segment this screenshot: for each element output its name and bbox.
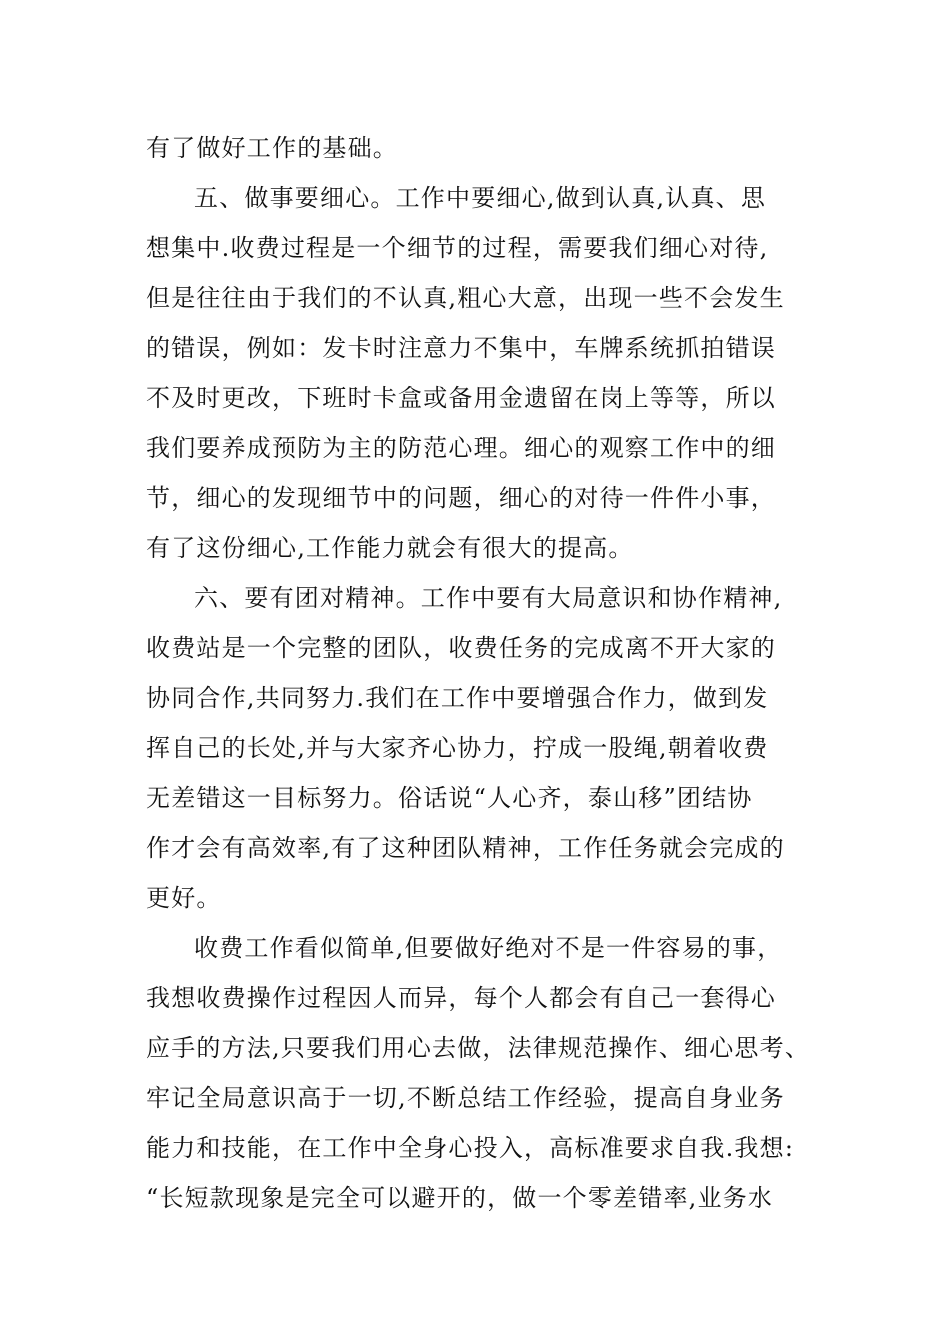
text-line-9: 有了这份细心,工作能力就会有很大的提高。 [146, 534, 634, 562]
text-line-2: 五、做事要细心。工作中要细心,做到认真,认真、思 [194, 184, 767, 212]
text-line-1: 有了做好工作的基础。 [146, 134, 398, 162]
text-line-4: 但是往往由于我们的不认真,粗心大意，出现一些不会发生 [146, 284, 785, 312]
text-line-10: 六、要有团对精神。工作中要有大局意识和协作精神, [194, 584, 783, 612]
text-line-15: 作才会有高效率,有了这种团队精神，工作任务就会完成的 [146, 834, 785, 862]
text-line-20: 牢记全局意识高于一切,不断总结工作经验，提高自身业务 [146, 1084, 785, 1112]
text-line-16: 更好。 [146, 884, 222, 912]
text-line-12: 协同合作,共同努力.我们在工作中要增强合作力，做到发 [146, 684, 769, 712]
text-line-8: 节，细心的发现细节中的问题，细心的对待一件件小事， [146, 484, 776, 512]
text-line-3: 想集中.收费过程是一个细节的过程，需要我们细心对待, [146, 234, 769, 262]
text-line-13: 挥自己的长处,并与大家齐心协力，拧成一股绳,朝着收费 [146, 734, 769, 762]
text-line-5: 的错误，例如：发卡时注意力不集中，车牌系统抓拍错误 [146, 334, 776, 362]
text-line-19: 应手的方法,只要我们用心去做，法律规范操作、细心思考、 [146, 1034, 811, 1062]
text-line-7: 我们要养成预防为主的防范心理。细心的观察工作中的细 [146, 434, 776, 462]
text-line-21: 能力和技能，在工作中全身心投入，高标准要求自我.我想: [146, 1134, 795, 1162]
text-line-14: 无差错这一目标努力。俗话说“人心齐，泰山移”团结协 [146, 784, 753, 812]
text-line-11: 收费站是一个完整的团队，收费任务的完成离不开大家的 [146, 634, 776, 662]
text-line-22: “长短款现象是完全可以避开的，做一个零差错率,业务水 [146, 1184, 774, 1212]
text-line-17: 收费工作看似简单,但要做好绝对不是一件容易的事， [194, 934, 783, 962]
text-line-18: 我想收费操作过程因人而异，每个人都会有自己一套得心 [146, 984, 776, 1012]
text-line-6: 不及时更改，下班时卡盒或备用金遗留在岗上等等，所以 [146, 384, 776, 412]
